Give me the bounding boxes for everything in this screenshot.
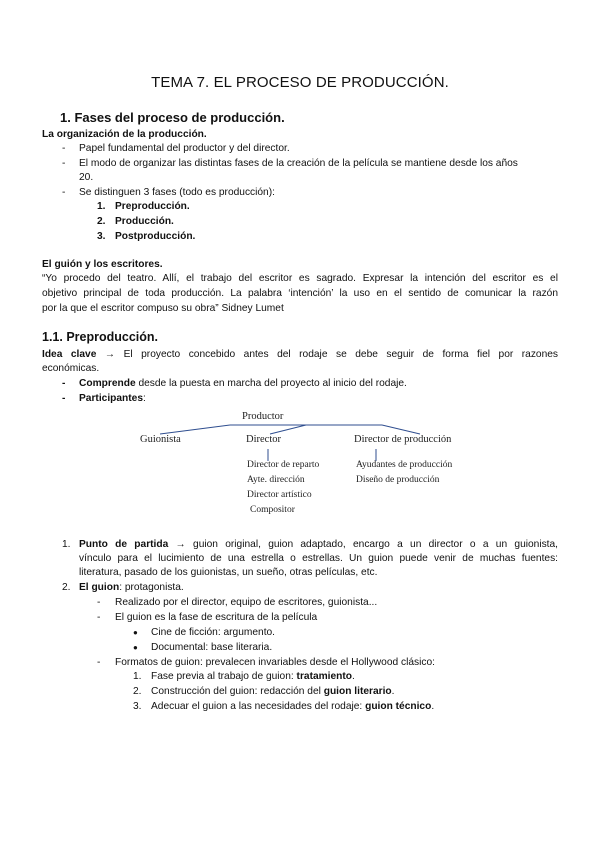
org-ayudantes-produccion: Ayudantes de producción <box>356 460 453 470</box>
bullet-fases: Se distinguen 3 fases (todo es producción): <box>79 187 275 198</box>
phase-produccion: Producción. <box>115 216 174 227</box>
bullet-productor: Papel fundamental del productor y del director. <box>79 143 290 154</box>
format-number: 3. <box>133 701 142 712</box>
org-guionista: Guionista <box>140 434 181 445</box>
participantes-colon: : <box>142 393 146 404</box>
subheading-organizacion: La organización de la producción. <box>42 129 207 140</box>
phase-number: 2. <box>97 216 106 227</box>
format-text: Fase previa al trabajo de guion: <box>151 671 297 682</box>
comprende-label: Comprende <box>79 378 136 389</box>
dash-marker: - <box>97 597 101 608</box>
el-guion-label: El guion <box>79 582 120 593</box>
bullet-modo-line1: El modo de organizar las distintas fases de la creación de la película se mantiene desde los años <box>79 158 518 169</box>
org-director-reparto: Director de reparto <box>247 460 320 470</box>
format-tratamiento <box>151 670 355 683</box>
comprende-text: desde la puesta en marcha del proyecto al inicio del rodaje. <box>135 378 407 389</box>
dash-marker: - <box>62 143 66 154</box>
dash-marker: - <box>62 393 66 404</box>
format-tail: . <box>431 701 435 712</box>
org-diseno-produccion: Diseño de producción <box>356 475 440 485</box>
bullet-participantes <box>79 392 146 405</box>
format-tail: . <box>391 686 395 697</box>
punto-partida-text: → guion original, guion adaptado, encargo a un director o a un guionista, <box>168 539 559 550</box>
list-number: 2. <box>62 582 71 593</box>
dash-marker: - <box>97 612 101 623</box>
format-number: 2. <box>133 686 142 697</box>
sub-documental: Documental: base literaria. <box>151 642 273 653</box>
quote-line2: objetivo principal de toda producción. La palabra ‘intención’ la uso en el sentido de comunicar la razón <box>42 288 558 299</box>
org-ayte-direccion: Ayte. dirección <box>247 475 305 485</box>
bullet-dot: ● <box>133 628 138 637</box>
list-number: 1. <box>62 539 71 550</box>
format-bold: guion técnico <box>365 701 432 712</box>
format-guion-tecnico <box>151 700 434 713</box>
section-heading-preproduccion: 1.1. Preproducción. <box>42 330 159 344</box>
phase-number: 3. <box>97 231 106 242</box>
phase-preproduccion: Preproducción. <box>115 201 190 212</box>
phase-postproduccion: Postproducción. <box>115 231 196 242</box>
phase-number: 1. <box>97 201 106 212</box>
page-title: TEMA 7. EL PROCESO DE PRODUCCIÓN. <box>151 74 449 91</box>
format-bold: tratamiento <box>296 671 353 682</box>
punto-partida-line2: vínculo para el lucimiento de una estrella o estrellas. Un guion puede venir de muchas fuentes: <box>79 553 558 564</box>
sub-realizado: Realizado por el director, equipo de escritores, guionista... <box>115 597 378 608</box>
punto-partida-label: Punto de partida <box>79 539 169 550</box>
punto-partida-line3: literatura, pasado de los guionistas, un sueño, otras películas, etc. <box>79 567 378 578</box>
sub-cine-ficcion: Cine de ficción: argumento. <box>151 627 276 638</box>
el-guion-item <box>79 581 184 594</box>
idea-clave-text: → El proyecto concebido antes del rodaje se debe seguir de forma fiel por razones <box>96 349 558 360</box>
el-guion-text: : protagonista. <box>119 582 184 593</box>
dash-marker: - <box>62 158 66 169</box>
dash-marker: - <box>62 187 66 198</box>
format-tail: . <box>352 671 355 682</box>
idea-clave-label: Idea clave <box>42 349 97 360</box>
bullet-comprende <box>79 377 407 390</box>
participantes-label: Participantes <box>79 393 143 404</box>
org-director: Director <box>246 434 281 445</box>
quote-line1: “Yo procedo del teatro. Allí, el trabajo del escritor es sagrado. Expresar la intención del escritor es el <box>42 273 558 284</box>
bullet-modo-line2: 20. <box>79 172 94 183</box>
sub-fase-escritura: El guion es la fase de escritura de la película <box>115 612 318 623</box>
sub-formatos: Formatos de guion: prevalecen invariables desde el Hollywood clásico: <box>115 657 435 668</box>
bullet-dot: ● <box>133 643 138 652</box>
format-text: Construcción del guion: redacción del <box>151 686 324 697</box>
quote-line3: por la que el escritor compuso su obra” Sidney Lumet <box>42 303 284 314</box>
org-director-produccion: Director de producción <box>354 434 452 445</box>
org-connector-top <box>160 425 420 434</box>
idea-clave-line1 <box>42 348 558 361</box>
dash-marker: - <box>97 657 101 668</box>
format-bold: guion literario <box>323 686 392 697</box>
idea-clave-line2: económicas. <box>42 363 100 374</box>
org-director-artistico: Director artístico <box>247 490 312 500</box>
format-text: Adecuar el guion a las necesidades del rodaje: <box>151 701 366 712</box>
dash-marker: - <box>62 378 66 389</box>
section-heading-fases: 1. Fases del proceso de producción. <box>60 110 285 125</box>
org-compositor: Compositor <box>250 505 295 515</box>
org-productor: Productor <box>242 411 284 422</box>
format-number: 1. <box>133 671 142 682</box>
format-guion-literario <box>151 685 395 698</box>
punto-partida-line1 <box>79 538 558 551</box>
subheading-guion-escritores: El guión y los escritores. <box>42 259 163 270</box>
